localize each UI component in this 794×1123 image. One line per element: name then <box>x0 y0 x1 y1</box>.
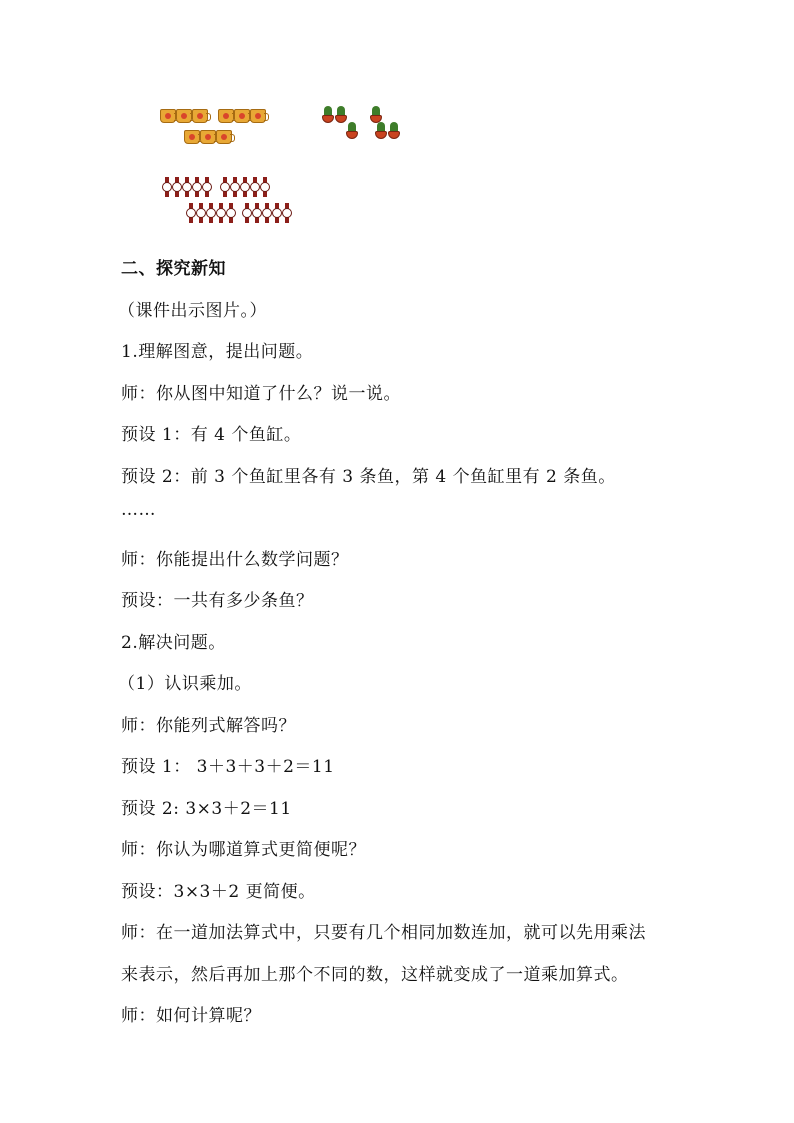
teacher-question-1: 师：你从图中知道了什么？说一说。 <box>121 384 401 404</box>
cup-icon <box>192 109 208 123</box>
watch-icon <box>230 177 240 197</box>
teacher-question-3: 师：你能列式解答吗？ <box>121 716 296 736</box>
cup-icon <box>250 109 266 123</box>
watch-icon <box>272 203 282 223</box>
watch-icon <box>186 203 196 223</box>
watch-icon <box>162 177 172 197</box>
watch-icon <box>216 203 226 223</box>
cups-illustration-row-2 <box>184 130 232 144</box>
watch-icon <box>206 203 216 223</box>
cup-icon <box>176 109 192 123</box>
preset-equation-2: 预设 2: 3×3＋2＝11 <box>121 799 292 819</box>
cup-icon <box>234 109 250 123</box>
cups-illustration-row-1 <box>160 109 266 123</box>
teacher-explanation-line-1: 师：在一道加法算式中，只要有几个相同加数连加，就可以先用乘法 <box>121 923 646 943</box>
preset-question: 预设：一共有多少条鱼？ <box>121 591 314 611</box>
step-1-title: 1.理解图意，提出问题。 <box>121 342 314 362</box>
watch-icon <box>196 203 206 223</box>
courseware-note: （课件出示图片。） <box>118 301 267 321</box>
step-2-title: 2.解决问题。 <box>121 633 226 653</box>
teacher-question-2: 师：你能提出什么数学问题？ <box>121 550 349 570</box>
cup-icon <box>160 109 176 123</box>
preset-answer-2: 预设 2：前 3 个鱼缸里各有 3 条鱼，第 4 个鱼缸里有 2 条鱼。 <box>121 467 616 487</box>
watches-illustration-row-2 <box>186 203 292 223</box>
watch-icon <box>242 203 252 223</box>
cup-icon <box>218 109 234 123</box>
watch-icon <box>262 203 272 223</box>
teacher-question-4: 师：你认为哪道算式更简便呢？ <box>121 840 366 860</box>
preset-answer-1: 预设 1：有 4 个鱼缸。 <box>121 425 302 445</box>
bell-icon <box>346 122 358 140</box>
watch-icon <box>182 177 192 197</box>
watches-illustration-row-1 <box>162 177 270 197</box>
sub-step-1-title: （1）认识乘加。 <box>118 674 252 694</box>
section-heading: 二、探究新知 <box>121 259 226 279</box>
watch-icon <box>220 177 230 197</box>
bell-icon <box>388 122 400 140</box>
ellipsis-text: …… <box>121 500 156 520</box>
watch-icon <box>260 177 270 197</box>
bell-icon <box>375 122 387 140</box>
watch-icon <box>240 177 250 197</box>
watch-icon <box>226 203 236 223</box>
watch-icon <box>250 177 260 197</box>
bells-illustration-row-2 <box>346 122 401 140</box>
watch-icon <box>202 177 212 197</box>
preset-simpler: 预设：3×3＋2 更简便。 <box>121 882 316 902</box>
watch-icon <box>282 203 292 223</box>
watch-icon <box>252 203 262 223</box>
cup-icon <box>184 130 200 144</box>
watch-icon <box>192 177 202 197</box>
cup-icon <box>200 130 216 144</box>
bell-icon <box>322 106 334 124</box>
preset-equation-1: 预设 1： 3＋3＋3＋2＝11 <box>121 757 335 777</box>
teacher-explanation-line-2: 来表示，然后再加上那个不同的数，这样就变成了一道乘加算式。 <box>121 965 629 985</box>
watch-icon <box>172 177 182 197</box>
cup-icon <box>216 130 232 144</box>
teacher-question-5: 师：如何计算呢？ <box>121 1006 261 1026</box>
